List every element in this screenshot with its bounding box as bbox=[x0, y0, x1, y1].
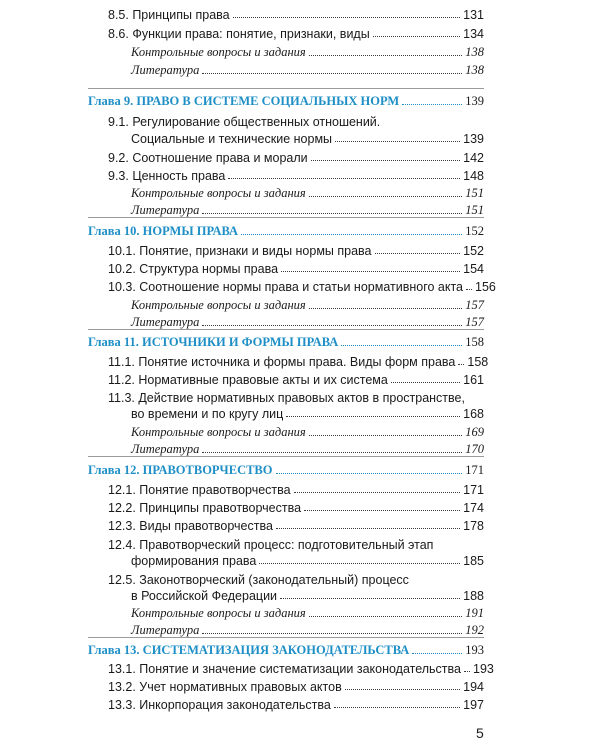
toc-entry-title: 12.1. Понятие правотворчества bbox=[108, 483, 291, 497]
toc-entry-title: Литература bbox=[131, 315, 200, 329]
toc-entry-9-1-line1[interactable]: 9.1. Регулирование общественных отношений. bbox=[108, 115, 381, 129]
toc-entry-12-5-line1[interactable]: 12.5. Законотворческий (законодательный) процесс bbox=[108, 573, 409, 587]
dot-leader bbox=[309, 196, 463, 197]
dot-leader bbox=[464, 671, 470, 672]
dot-leader bbox=[304, 510, 460, 511]
dot-leader bbox=[276, 473, 463, 474]
toc-entry-page: 138 bbox=[465, 45, 484, 59]
toc-entry-page: 156 bbox=[475, 280, 496, 294]
toc-entry-literature-8[interactable] bbox=[131, 63, 484, 78]
toc-chapter-title: Глава 9. ПРАВО В СИСТЕМЕ СОЦИАЛЬНЫХ НОРМ bbox=[88, 94, 400, 108]
dot-leader bbox=[309, 55, 463, 56]
dot-leader bbox=[458, 364, 464, 365]
toc-entry-title: 12.2. Принципы правотворчества bbox=[108, 501, 302, 515]
toc-entry-page: 139 bbox=[463, 132, 484, 146]
toc-entry-9-1[interactable] bbox=[131, 132, 484, 146]
toc-entry-title: Контрольные вопросы и задания bbox=[131, 425, 306, 439]
toc-chapter-page: 139 bbox=[465, 94, 484, 108]
toc-entry-10-1[interactable] bbox=[108, 244, 484, 258]
toc-entry-10-3[interactable] bbox=[108, 280, 496, 294]
toc-entry-title: 13.2. Учет нормативных правовых актов bbox=[108, 680, 342, 694]
toc-entry-page: 138 bbox=[465, 63, 484, 77]
toc-entry-page: 178 bbox=[463, 519, 484, 533]
page-number: 5 bbox=[476, 725, 484, 741]
toc-chapter-12[interactable] bbox=[88, 463, 484, 478]
toc-entry-title: 11.2. Нормативные правовые акты и их система bbox=[108, 373, 388, 387]
toc-entry-page: 193 bbox=[473, 662, 494, 676]
toc-entry-9-2[interactable] bbox=[108, 151, 484, 165]
toc-entry-page: 157 bbox=[465, 315, 484, 329]
toc-entry-questions-8[interactable] bbox=[131, 45, 484, 60]
divider bbox=[88, 217, 484, 218]
dot-leader bbox=[294, 492, 461, 493]
toc-entry-8-6[interactable] bbox=[108, 27, 484, 41]
dot-leader bbox=[391, 382, 460, 383]
dot-leader bbox=[334, 707, 460, 708]
toc-chapter-page: 171 bbox=[465, 463, 484, 477]
toc-entry-11-3[interactable] bbox=[131, 407, 484, 421]
toc-entry-page: 168 bbox=[463, 407, 484, 421]
toc-entry-title: Контрольные вопросы и задания bbox=[131, 298, 306, 312]
toc-entry-12-4-line1[interactable]: 12.4. Правотворческий процесс: подготовительный этап bbox=[108, 538, 434, 552]
toc-entry-literature-11[interactable] bbox=[131, 442, 484, 457]
divider bbox=[88, 329, 484, 330]
dot-leader bbox=[276, 528, 460, 529]
toc-entry-page: 161 bbox=[463, 373, 484, 387]
toc-entry-13-1[interactable] bbox=[108, 662, 494, 676]
toc-chapter-13[interactable] bbox=[88, 643, 484, 658]
toc-entry-literature-9[interactable] bbox=[131, 203, 484, 218]
toc-entry-11-3-line1[interactable]: 11.3. Действие нормативных правовых актов в пространстве, bbox=[108, 391, 465, 405]
toc-entry-title: Литература bbox=[131, 623, 200, 637]
dot-leader bbox=[286, 416, 460, 417]
dot-leader bbox=[375, 253, 461, 254]
toc-entry-title: формирования права bbox=[131, 554, 257, 568]
toc-chapter-title: Глава 10. НОРМЫ ПРАВА bbox=[88, 224, 239, 238]
dot-leader bbox=[202, 325, 462, 326]
toc-entry-12-3[interactable] bbox=[108, 519, 484, 533]
toc-entry-title: Литература bbox=[131, 442, 200, 456]
toc-entry-page: 148 bbox=[463, 169, 484, 183]
toc-chapter-11[interactable] bbox=[88, 335, 484, 350]
toc-chapter-title: Глава 11. ИСТОЧНИКИ И ФОРМЫ ПРАВА bbox=[88, 335, 339, 349]
toc-entry-questions-10[interactable] bbox=[131, 298, 484, 313]
toc-entry-page: 185 bbox=[463, 554, 484, 568]
toc-entry-title: 10.3. Соотношение нормы права и статьи нормативного акта bbox=[108, 280, 464, 294]
toc-entry-page: 142 bbox=[463, 151, 484, 165]
toc-entry-title: Литература bbox=[131, 203, 200, 217]
toc-entry-page: 131 bbox=[463, 8, 484, 22]
toc-entry-page: 191 bbox=[465, 606, 484, 620]
toc-entry-title: 12.3. Виды правотворчества bbox=[108, 519, 273, 533]
toc-entry-12-5[interactable] bbox=[131, 589, 484, 603]
toc-entry-page: 134 bbox=[463, 27, 484, 41]
toc-chapter-page: 193 bbox=[465, 643, 484, 657]
dot-leader bbox=[202, 213, 462, 214]
toc-entry-questions-11[interactable] bbox=[131, 425, 484, 440]
toc-entry-13-2[interactable] bbox=[108, 680, 484, 694]
toc-entry-title: Контрольные вопросы и задания bbox=[131, 186, 306, 200]
toc-entry-page: 154 bbox=[463, 262, 484, 276]
toc-entry-12-2[interactable] bbox=[108, 501, 484, 515]
dot-leader bbox=[280, 598, 460, 599]
toc-entry-title: Контрольные вопросы и задания bbox=[131, 606, 306, 620]
divider bbox=[88, 637, 484, 638]
toc-entry-literature-12[interactable] bbox=[131, 623, 484, 638]
toc-chapter-9[interactable] bbox=[88, 94, 484, 109]
toc-entry-page: 174 bbox=[463, 501, 484, 515]
toc-chapter-page: 158 bbox=[465, 335, 484, 349]
dot-leader bbox=[202, 452, 462, 453]
dot-leader bbox=[233, 17, 461, 18]
toc-entry-page: 169 bbox=[465, 425, 484, 439]
toc-entry-page: 192 bbox=[465, 623, 484, 637]
toc-entry-title: в Российской Федерации bbox=[131, 589, 278, 603]
dot-leader bbox=[373, 36, 460, 37]
toc-entry-title: Контрольные вопросы и задания bbox=[131, 45, 306, 59]
toc-entry-questions-12[interactable] bbox=[131, 606, 484, 621]
dot-leader bbox=[335, 141, 460, 142]
toc-entry-page: 151 bbox=[465, 186, 484, 200]
toc-entry-11-1[interactable] bbox=[108, 355, 489, 369]
toc-entry-page: 194 bbox=[463, 680, 484, 694]
toc-entry-title: Социальные и технические нормы bbox=[131, 132, 333, 146]
dot-leader bbox=[341, 345, 462, 346]
toc-entry-title: 8.5. Принципы права bbox=[108, 8, 230, 22]
dot-leader bbox=[202, 633, 462, 634]
dot-leader bbox=[281, 271, 460, 272]
toc-entry-page: 151 bbox=[465, 203, 484, 217]
dot-leader bbox=[241, 234, 462, 235]
toc-entry-title: Литература bbox=[131, 63, 200, 77]
toc-entry-12-1[interactable] bbox=[108, 483, 484, 497]
toc-entry-13-3[interactable] bbox=[108, 698, 484, 712]
toc-entry-title: 11.1. Понятие источника и формы права. Виды форм права bbox=[108, 355, 456, 369]
toc-entry-10-2[interactable] bbox=[108, 262, 484, 276]
toc-entry-12-4[interactable] bbox=[131, 554, 484, 568]
toc-entry-title: 13.3. Инкорпорация законодательства bbox=[108, 698, 331, 712]
toc-entry-page: 152 bbox=[463, 244, 484, 258]
toc-chapter-10[interactable] bbox=[88, 224, 484, 239]
toc-entry-page: 157 bbox=[465, 298, 484, 312]
toc-entry-page: 171 bbox=[463, 483, 484, 497]
toc-entry-page: 188 bbox=[463, 589, 484, 603]
dot-leader bbox=[311, 160, 461, 161]
toc-entry-title: 9.3. Ценность права bbox=[108, 169, 226, 183]
divider bbox=[88, 88, 484, 89]
toc-entry-page: 170 bbox=[465, 442, 484, 456]
toc-chapter-title: Глава 12. ПРАВОТВОРЧЕСТВО bbox=[88, 463, 273, 477]
toc-entry-title: 9.2. Соотношение права и морали bbox=[108, 151, 308, 165]
divider bbox=[88, 456, 484, 457]
dot-leader bbox=[309, 435, 463, 436]
toc-entry-9-3[interactable] bbox=[108, 169, 484, 183]
toc-entry-page: 197 bbox=[463, 698, 484, 712]
dot-leader bbox=[309, 616, 463, 617]
toc-entry-questions-9[interactable] bbox=[131, 186, 484, 201]
toc-entry-title: 13.1. Понятие и значение систематизации законодательства bbox=[108, 662, 461, 676]
toc-entry-11-2[interactable] bbox=[108, 373, 484, 387]
toc-entry-title: во времени и по кругу лиц bbox=[131, 407, 284, 421]
toc-entry-title: 10.2. Структура нормы права bbox=[108, 262, 279, 276]
toc-chapter-page: 152 bbox=[465, 224, 484, 238]
toc-entry-8-5[interactable] bbox=[108, 8, 484, 22]
dot-leader bbox=[309, 308, 463, 309]
toc-entry-literature-10[interactable] bbox=[131, 315, 484, 330]
toc-entry-title: 10.1. Понятие, признаки и виды нормы права bbox=[108, 244, 372, 258]
dot-leader bbox=[259, 563, 460, 564]
toc-entry-page: 158 bbox=[467, 355, 489, 369]
dot-leader bbox=[402, 104, 462, 105]
toc-chapter-title: Глава 13. СИСТЕМАТИЗАЦИЯ ЗАКОНОДАТЕЛЬСТВА bbox=[88, 643, 410, 657]
dot-leader bbox=[345, 689, 460, 690]
dot-leader bbox=[202, 73, 462, 74]
toc-entry-title: 8.6. Функции права: понятие, признаки, виды bbox=[108, 27, 370, 41]
dot-leader bbox=[466, 289, 472, 290]
dot-leader bbox=[228, 178, 460, 179]
dot-leader bbox=[412, 653, 462, 654]
